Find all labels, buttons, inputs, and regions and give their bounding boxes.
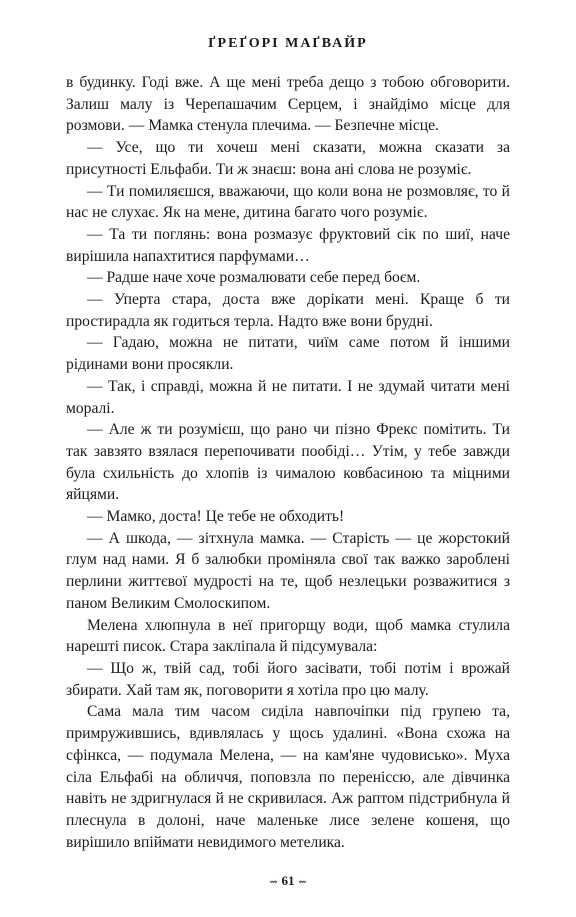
paragraph: — Радше наче хоче розмалювати себе перед боєм. (87, 269, 421, 287)
paragraph: — Але ж ти розумієш, що рано чи пізно Фрекс помітить. Ти так завзято взялася перепочивати пообіді… Утім, у тебе завжди була схильність до хлопів із чималою ковбасиною та міцними яйцями. (66, 421, 510, 504)
paragraph: — Мамко, доста! Це тебе не обходить! (87, 508, 345, 526)
paragraph: — Гадаю, можна не питати, чиїм саме потом й іншими рідинами вони просякли. (66, 334, 510, 374)
page-number: 61 (281, 873, 295, 888)
paragraph: в будинку. Годі вже. А ще мені треба дещо з тобою обговорити. Залиш малу із Черепашачим Серцем, і знайдімо місце для розмови. — Мамка стенула плечима. — Безпечне місце. (66, 74, 510, 135)
paragraph: — Уперта стара, доста вже дорікати мені. Краще б ти простирадла як годиться терла. Надто вже вони брудні. (66, 291, 510, 330)
paragraph: — А шкода, — зітхнула мамка. — Старість — це жорстокий глум над нами. Я б залюбки проміняла свої так важко зароблені перлини життєвої мудрості на те, щоб незлецьки розважитися з паном Великим Смолоскипом. (66, 529, 510, 612)
paragraph: — Що ж, твій сад, тобі його засівати, тобі потім і врожай збирати. Хай там як, поговорити я хотіла про цю малу. (66, 659, 510, 699)
paragraph: — Ти помиляєшся, вважаючи, що коли вона не розмовляє, то й нас не слухає. Як на мене, дитина багато чого розуміє. (66, 182, 510, 222)
paragraph: — Так, і справді, можна й не питати. І не здумай читати мені моралі. (66, 377, 510, 417)
paragraph: — Та ти поглянь: вона розмазує фруктовий сік по шиї, наче вирішила напахтитися парфумами… (66, 225, 510, 265)
body-text (66, 72, 510, 853)
running-head: ҐРЕҐОРІ МАҐВАЙР (208, 36, 368, 51)
ornament-right-icon: ⇜ (298, 877, 307, 888)
paragraph: — Усе, що ти хочеш мені сказати, можна сказати за присутності Ельфаби. Ти ж знаєш: вона ані слова не розуміє. (66, 139, 510, 178)
page-number-footer (0, 873, 576, 889)
paragraph: Мелена хлюпнула в неї пригорщу води, щоб мамка стулила нарешті писок. Стара закліпала й підсумувала: (66, 616, 510, 656)
paragraph: Сама мала тим часом сиділа навпочіпки під групею та, примружившись, вдивлялась у щось удалині. «Вона схожа на сфінкса, — подумала Мелена, — на кам'яне чудовисько». Муха сіла Ельфабі на обличчя, поповзла по переніссю, але дівчинка навіть не здригнулася й не скривилася. Аж раптом підстрибнула й плеснула в долоні, наче маленьке лисе зелене кошеня, що вирішило впіймати невидимого метелика. (66, 703, 510, 851)
ornament-left-icon: ⇝ (269, 877, 278, 888)
